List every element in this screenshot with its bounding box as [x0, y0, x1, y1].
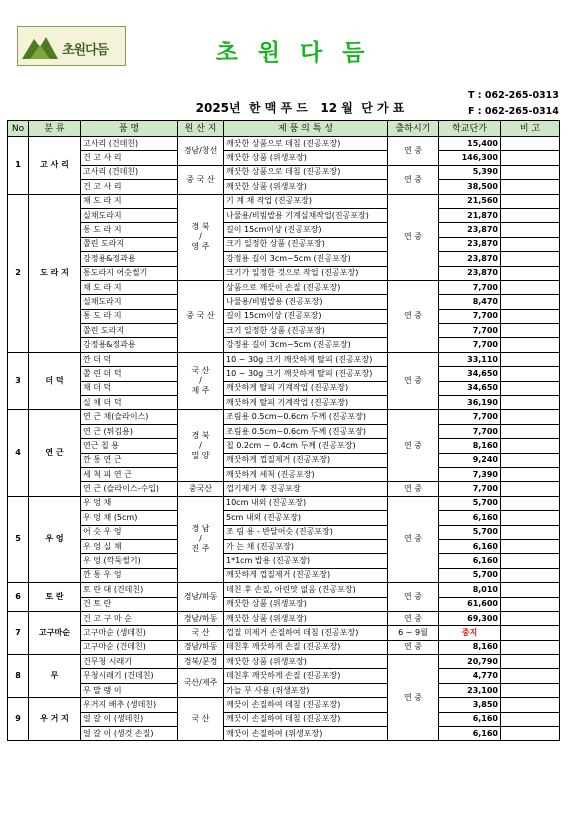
item-name: 우 엉 채: [81, 496, 178, 510]
item-name: 무청시래기 (건데친): [81, 669, 178, 683]
item-name: 고사리 (건데친): [81, 137, 178, 151]
table-row: [8, 237, 560, 251]
season-cell: 연 중: [388, 482, 439, 496]
description-cell: 기 계 채 작업 (진공포장): [224, 194, 388, 208]
origin-cell: 경남/하동: [178, 611, 224, 625]
table-row: [8, 295, 560, 309]
price-cell: 146,300: [439, 151, 501, 165]
description-cell: 강정용 길이 3cm~5cm (진공포장): [224, 338, 388, 352]
description-cell: 깨끗한 상품으로 데침 (진공포장): [224, 165, 388, 179]
price-cell: 23,100: [439, 683, 501, 697]
origin-cell: 국 산: [178, 698, 224, 741]
table-row: [8, 151, 560, 165]
season-cell: 6 ~ 9월: [388, 626, 439, 640]
description-cell: 5cm 내외 (진공포장): [224, 511, 388, 525]
note-cell: [501, 309, 560, 323]
price-cell: 34,650: [439, 367, 501, 381]
row-number: 1: [8, 137, 29, 195]
item-name: 강정용&정과용: [81, 338, 178, 352]
note-cell: [501, 640, 560, 654]
item-name: 쫄린 도라지: [81, 237, 178, 251]
note-cell: [501, 511, 560, 525]
table-row: [8, 467, 560, 481]
item-name: 우거지 배추 (생데친): [81, 698, 178, 712]
page-title: 2025년 한 맥 푸 드 12 월 단 가 표: [195, 101, 405, 115]
note-cell: [501, 151, 560, 165]
description-cell: 깨끗한 상품으로 데침 (진공포장): [224, 137, 388, 151]
description-cell: 가 는 채 (진공포장): [224, 539, 388, 553]
logo-text: 초원다듬: [62, 43, 109, 58]
season-cell: 연 중: [388, 352, 439, 410]
season-cell: 연 중: [388, 165, 439, 194]
description-cell: 깨끗하게 껍질제거 (진공포장): [224, 453, 388, 467]
table-row: [8, 698, 560, 712]
description-cell: 깨끗한 상품 (위생포장): [224, 180, 388, 194]
category-cell: 도 라 지: [29, 194, 81, 352]
price-cell: 7,700: [439, 410, 501, 424]
season-cell: 연 중: [388, 583, 439, 612]
table-body: [8, 137, 560, 741]
item-name: 얼 갈 이 (생데친): [81, 712, 178, 726]
description-cell: 가늘 무 사용 (위생포장): [224, 683, 388, 697]
item-name: 채 더 덕: [81, 381, 178, 395]
price-cell: 23,870: [439, 237, 501, 251]
note-cell: [501, 655, 560, 669]
price-cell: 69,300: [439, 611, 501, 625]
price-cell: 6,160: [439, 554, 501, 568]
category-cell: 무: [29, 655, 81, 698]
item-name: 통 도 라 지: [81, 309, 178, 323]
category-cell: 연 근: [29, 410, 81, 496]
note-cell: [501, 669, 560, 683]
note-cell: [501, 266, 560, 280]
note-cell: [501, 712, 560, 726]
table-row: [8, 583, 560, 597]
price-cell: 8,470: [439, 295, 501, 309]
note-cell: [501, 539, 560, 553]
note-cell: [501, 611, 560, 625]
table-row: [8, 525, 560, 539]
price-cell: 4,770: [439, 669, 501, 683]
description-cell: 깨끗하게 탈피 기계작업 (진공포장): [224, 396, 388, 410]
table-row: [8, 352, 560, 366]
note-cell: [501, 352, 560, 366]
table-row: [8, 511, 560, 525]
note-cell: [501, 424, 560, 438]
item-name: 우 엉 채 (5cm): [81, 511, 178, 525]
item-name: 건무청 시래기: [81, 655, 178, 669]
table-row: [8, 655, 560, 669]
price-table: [7, 120, 560, 741]
description-cell: 데친 후 손질, 아린맛 없음 (진공포장): [224, 583, 388, 597]
description-cell: 깨끗한 상품 (위생포장): [224, 597, 388, 611]
description-cell: 나물용/비빔밥용 (진공포장): [224, 295, 388, 309]
price-cell: 36,190: [439, 396, 501, 410]
price-cell: 7,700: [439, 280, 501, 294]
item-name: 연근 칩 용: [81, 439, 178, 453]
category-cell: 고 사 리: [29, 137, 81, 195]
table-row: [8, 180, 560, 194]
company-logo: [17, 26, 126, 66]
description-cell: 크기 일정한 상품 (진공포장): [224, 324, 388, 338]
note-cell: [501, 453, 560, 467]
note-cell: [501, 525, 560, 539]
note-cell: [501, 252, 560, 266]
item-name: 연 근 (슬라이스-수입): [81, 482, 178, 496]
description-cell: 조림용 0.5cm~0.6cm 두께 (진공포장): [224, 410, 388, 424]
price-cell: 7,700: [439, 324, 501, 338]
description-cell: 크기 일정한 상품 (진공포장): [224, 237, 388, 251]
row-number: 3: [8, 352, 29, 410]
item-name: 실 채 더 덕: [81, 396, 178, 410]
table-row: [8, 727, 560, 741]
description-cell: 조 림 용 - 반달어슷 (진공포장): [224, 525, 388, 539]
item-name: 깐 통 연 근: [81, 453, 178, 467]
description-cell: 칩 0.2cm ~ 0.4cm 두께 (진공포장): [224, 439, 388, 453]
company-name: 초원다듬: [215, 40, 385, 66]
origin-cell: 경남/창선: [178, 137, 224, 166]
table-row: [8, 223, 560, 237]
price-cell: 20,790: [439, 655, 501, 669]
table-row: [8, 482, 560, 496]
table-row: [8, 137, 560, 151]
description-cell: 나물용/비빔밥용 기계실채작업(진공포장): [224, 208, 388, 222]
column-header: 품 명: [81, 121, 178, 137]
mountain-logo-icon: [20, 31, 60, 61]
item-name: 채 도 라 지: [81, 194, 178, 208]
origin-cell: 중 국 산: [178, 280, 224, 352]
note-cell: [501, 137, 560, 151]
table-row: [8, 439, 560, 453]
note-cell: [501, 280, 560, 294]
origin-cell: 경남/하동: [178, 583, 224, 612]
description-cell: 조림용 0.5cm~0.6cm 두께 (진공포장): [224, 424, 388, 438]
note-cell: [501, 439, 560, 453]
price-cell: 9,240: [439, 453, 501, 467]
description-cell: 데친후 깨끗하게 손질 (진공포장): [224, 669, 388, 683]
price-cell: 8,160: [439, 640, 501, 654]
column-header: 비 고: [501, 121, 560, 137]
price-cell: 34,650: [439, 381, 501, 395]
description-cell: 10 ~ 30g 크기 깨끗하게 탈피 (진공포장): [224, 352, 388, 366]
note-cell: [501, 295, 560, 309]
item-name: 쫄 린 더 덕: [81, 367, 178, 381]
price-cell: 61,600: [439, 597, 501, 611]
table-row: [8, 252, 560, 266]
description-cell: 깨끗한 상품 (위생포장): [224, 611, 388, 625]
row-number: 4: [8, 410, 29, 496]
season-cell: 연 중: [388, 640, 439, 654]
fax-number: F : 062-265-0314: [468, 106, 559, 117]
description-cell: 10 ~ 30g 크기 깨끗하게 탈피 (진공포장): [224, 367, 388, 381]
note-cell: [501, 396, 560, 410]
description-cell: 깨끗이 손질하여 (위생포장): [224, 727, 388, 741]
description-cell: 깨끗이 손질하여 데침 (진공포장): [224, 698, 388, 712]
price-cell: 23,870: [439, 223, 501, 237]
origin-cell: 국 산: [178, 626, 224, 640]
table-row: [8, 683, 560, 697]
description-cell: 길이 15cm이상 (진공포장): [224, 223, 388, 237]
note-cell: [501, 467, 560, 481]
origin-cell: 중국산: [178, 482, 224, 496]
item-name: 얼 갈 이 (생것 손질): [81, 727, 178, 741]
row-number: 2: [8, 194, 29, 352]
table-row: [8, 396, 560, 410]
note-cell: [501, 568, 560, 582]
description-cell: 깨끗한 상품 (위생포장): [224, 655, 388, 669]
note-cell: [501, 338, 560, 352]
origin-cell: 경 남 / 진 주: [178, 496, 224, 582]
column-header: No: [8, 121, 29, 137]
note-cell: [501, 554, 560, 568]
item-name: 깐 더 덕: [81, 352, 178, 366]
description-cell: 10cm 내외 (진공포장): [224, 496, 388, 510]
note-cell: [501, 597, 560, 611]
table-row: [8, 309, 560, 323]
table-row: [8, 554, 560, 568]
note-cell: [501, 180, 560, 194]
note-cell: [501, 208, 560, 222]
price-cell: 8,010: [439, 583, 501, 597]
table-row: [8, 324, 560, 338]
price-cell: 6,160: [439, 511, 501, 525]
table-row: [8, 266, 560, 280]
price-cell: 7,700: [439, 424, 501, 438]
note-cell: [501, 223, 560, 237]
origin-cell: 중 국 산: [178, 165, 224, 194]
note-cell: [501, 626, 560, 640]
description-cell: 깨끗하게 껍질제거 (진공포장): [224, 568, 388, 582]
description-cell: 껍기제거 후 진공포장: [224, 482, 388, 496]
table-row: [8, 367, 560, 381]
table-row: [8, 712, 560, 726]
price-cell: 7,390: [439, 467, 501, 481]
price-cell: 5,700: [439, 496, 501, 510]
price-cell: 6,160: [439, 727, 501, 741]
description-cell: 깨끗이 손질하여 데침 (진공포장): [224, 712, 388, 726]
price-cell: 21,870: [439, 208, 501, 222]
table-row: [8, 194, 560, 208]
price-cell: 3,850: [439, 698, 501, 712]
item-name: 쫄린 도라지: [81, 324, 178, 338]
table-row: [8, 208, 560, 222]
season-cell: 연 중: [388, 611, 439, 625]
item-name: 우 엉 (깍둑썰기): [81, 554, 178, 568]
item-name: 채 도 라 지: [81, 280, 178, 294]
note-cell: [501, 165, 560, 179]
description-cell: 1*1cm 밥용 (진공포장): [224, 554, 388, 568]
category-cell: 토 란: [29, 583, 81, 612]
price-cell: 5,700: [439, 525, 501, 539]
contact-info: [468, 88, 559, 120]
origin-cell: 경남/하동: [178, 640, 224, 654]
note-cell: [501, 367, 560, 381]
description-cell: 상품으로 깨끗이 손질 (진공포장): [224, 280, 388, 294]
price-cell: 6,160: [439, 539, 501, 553]
season-cell: 연 중: [388, 280, 439, 352]
row-number: 6: [8, 583, 29, 612]
column-header: 학교단가: [439, 121, 501, 137]
item-name: 건 고 사 리: [81, 151, 178, 165]
column-header: 제 품 의 특 성: [224, 121, 388, 137]
row-number: 9: [8, 698, 29, 741]
table-row: [8, 280, 560, 294]
item-name: 고구마순 (생데친): [81, 626, 178, 640]
table-row: [8, 410, 560, 424]
price-cell: 15,400: [439, 137, 501, 151]
season-cell: 연 중: [388, 655, 439, 741]
price-cell: 5,390: [439, 165, 501, 179]
origin-cell: 경 북 / 밀 양: [178, 410, 224, 482]
note-cell: [501, 324, 560, 338]
item-name: 연 근 채(슬라이스): [81, 410, 178, 424]
item-name: 토 란 대 (건데친): [81, 583, 178, 597]
category-cell: 고구마순: [29, 611, 81, 654]
price-cell: 7,700: [439, 338, 501, 352]
description-cell: 크기가 일정한 것으로 작업 (진공포장): [224, 266, 388, 280]
table-row: [8, 597, 560, 611]
description-cell: 껍질 미제거 손질하여 데침 (진공포장): [224, 626, 388, 640]
table-row: [8, 338, 560, 352]
item-name: 통 도 라 지: [81, 223, 178, 237]
description-cell: 깨끗한 상품 (위생포장): [224, 151, 388, 165]
item-name: 고구마순 (건데친): [81, 640, 178, 654]
row-number: 7: [8, 611, 29, 654]
note-cell: [501, 583, 560, 597]
column-header: 출하시기: [388, 121, 439, 137]
note-cell: [501, 194, 560, 208]
season-cell: 연 중: [388, 410, 439, 482]
item-name: 고사리 (건데친): [81, 165, 178, 179]
table-row: [8, 640, 560, 654]
item-name: 통도라지 어슷썰기: [81, 266, 178, 280]
price-cell: 8,160: [439, 439, 501, 453]
table-row: [8, 453, 560, 467]
price-cell: 중지: [439, 626, 501, 640]
season-cell: 연 중: [388, 194, 439, 280]
price-cell: 21,560: [439, 194, 501, 208]
note-cell: [501, 496, 560, 510]
price-cell: 5,700: [439, 568, 501, 582]
tel-number: T : 062-265-0313: [468, 90, 559, 101]
row-number: 5: [8, 496, 29, 582]
table-row: [8, 568, 560, 582]
item-name: 깐 통 우 엉: [81, 568, 178, 582]
item-name: 실채도라지: [81, 208, 178, 222]
price-cell: 33,110: [439, 352, 501, 366]
item-name: 강정용&정과용: [81, 252, 178, 266]
note-cell: [501, 381, 560, 395]
price-cell: 38,500: [439, 180, 501, 194]
table-row: [8, 611, 560, 625]
season-cell: 연 중: [388, 496, 439, 582]
item-name: 무 말 랭 이: [81, 683, 178, 697]
origin-cell: 국 산 / 제 주: [178, 352, 224, 410]
description-cell: 데친후 깨끗하게 손질 (진공포장): [224, 640, 388, 654]
item-name: 건 고 사 리: [81, 180, 178, 194]
category-cell: 우 엉: [29, 496, 81, 582]
price-cell: 7,700: [439, 482, 501, 496]
table-row: [8, 669, 560, 683]
item-name: 어 슷 우 엉: [81, 525, 178, 539]
item-name: 건 고 구 마 순: [81, 611, 178, 625]
row-number: 8: [8, 655, 29, 698]
origin-cell: 경 북 / 영 주: [178, 194, 224, 280]
column-header: 원 산 지: [178, 121, 224, 137]
table-row: [8, 539, 560, 553]
price-cell: 6,160: [439, 712, 501, 726]
item-name: 연 근 (튀김용): [81, 424, 178, 438]
note-cell: [501, 698, 560, 712]
category-cell: 더 덕: [29, 352, 81, 410]
origin-cell: 경북/문경: [178, 655, 224, 669]
note-cell: [501, 727, 560, 741]
origin-cell: 국산/제주: [178, 669, 224, 698]
item-name: 건 토 란: [81, 597, 178, 611]
table-row: [8, 165, 560, 179]
description-cell: 깨끗하게 탈피 기계작업 (진공포장): [224, 381, 388, 395]
table-header-row: [8, 121, 560, 137]
note-cell: [501, 237, 560, 251]
note-cell: [501, 482, 560, 496]
note-cell: [501, 683, 560, 697]
category-cell: 우 거 지: [29, 698, 81, 741]
table-row: [8, 496, 560, 510]
item-name: 세 척 피 연 근: [81, 467, 178, 481]
description-cell: 깨끗하게 세척 (진공포장): [224, 467, 388, 481]
item-name: 우 엉 실 채: [81, 539, 178, 553]
price-cell: 23,870: [439, 252, 501, 266]
season-cell: 연 중: [388, 137, 439, 166]
table-row: [8, 424, 560, 438]
price-cell: 7,700: [439, 309, 501, 323]
description-cell: 길이 15cm이상 (진공포장): [224, 309, 388, 323]
description-cell: 강정용 길이 3cm~5cm (진공포장): [224, 252, 388, 266]
column-header: 분 류: [29, 121, 81, 137]
table-row: [8, 626, 560, 640]
note-cell: [501, 410, 560, 424]
item-name: 실채도라지: [81, 295, 178, 309]
price-cell: 23,870: [439, 266, 501, 280]
table-row: [8, 381, 560, 395]
